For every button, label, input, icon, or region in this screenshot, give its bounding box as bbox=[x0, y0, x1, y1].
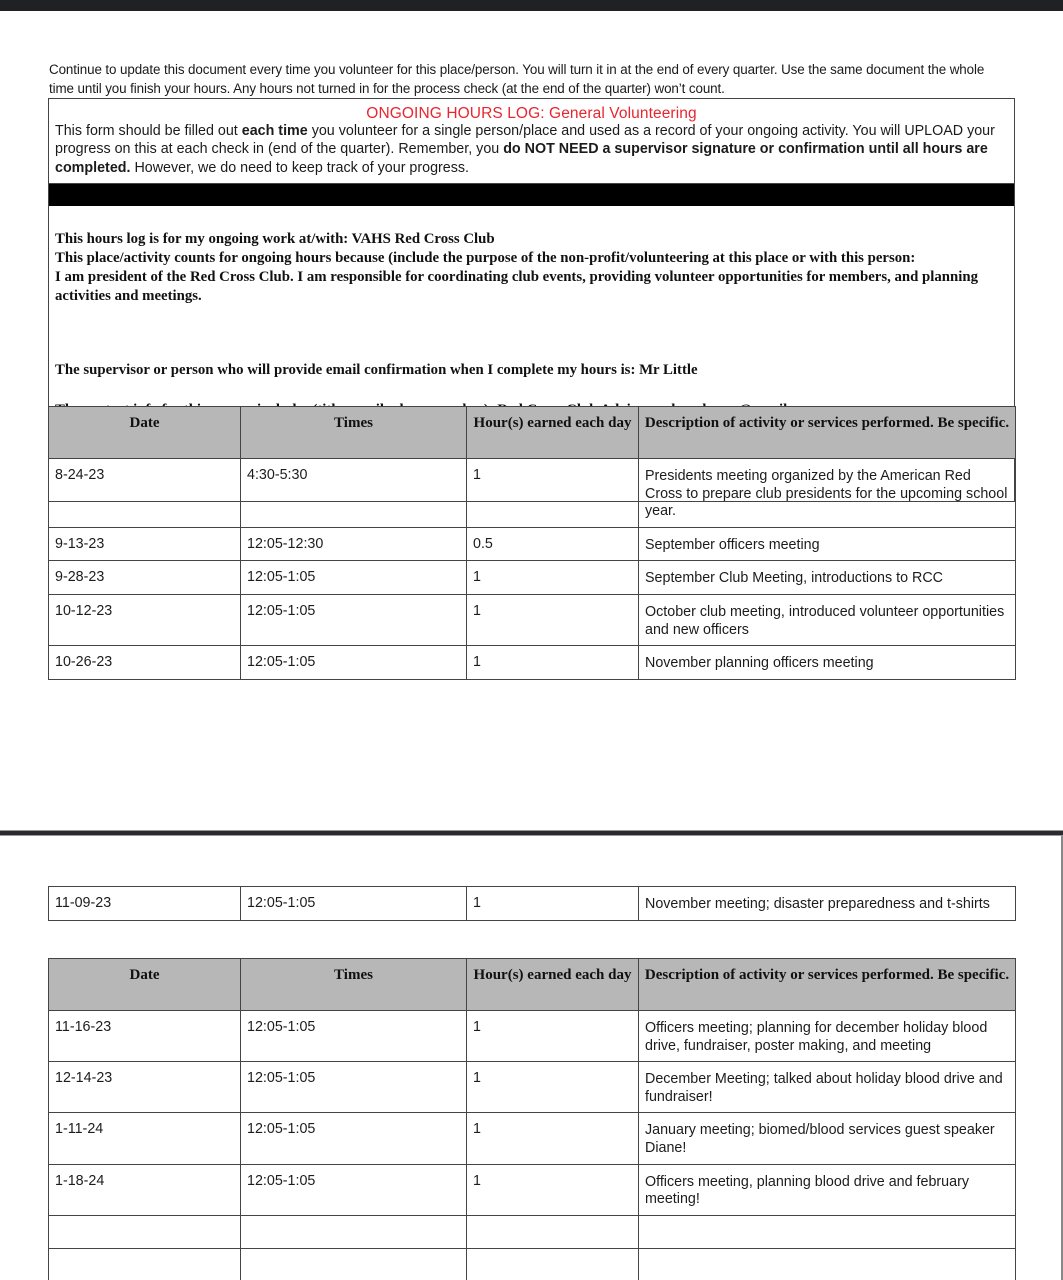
header-description: Description of activity or services performed. Be specific. bbox=[639, 407, 1016, 459]
cell-times[interactable]: 12:05-1:05 bbox=[241, 594, 467, 645]
cell-description[interactable]: October club meeting, introduced volunteer opportunities and new officers bbox=[639, 594, 1016, 645]
cell-hours[interactable] bbox=[467, 1215, 639, 1248]
cell-description[interactable] bbox=[639, 1248, 1016, 1280]
form-desc-text-3: However, we do need to keep track of your progress. bbox=[130, 159, 470, 176]
cell-times[interactable] bbox=[241, 1248, 467, 1280]
cell-hours[interactable]: 1 bbox=[467, 594, 639, 645]
document-page-1 bbox=[0, 11, 1063, 831]
cell-date[interactable]: 12-14-23 bbox=[49, 1062, 241, 1113]
cell-hours[interactable]: 0.5 bbox=[467, 527, 639, 561]
cell-hours[interactable]: 1 bbox=[467, 887, 639, 921]
cell-description[interactable] bbox=[639, 1215, 1016, 1248]
header-description: Description of activity or services performed. Be specific. bbox=[639, 959, 1016, 1011]
hours-table-page-2 bbox=[48, 958, 1016, 1280]
table-row bbox=[49, 1062, 1016, 1113]
table-row bbox=[49, 1164, 1016, 1215]
cell-hours[interactable]: 1 bbox=[467, 1062, 639, 1113]
table-row bbox=[49, 459, 1016, 528]
table-row bbox=[49, 527, 1016, 561]
table-row bbox=[49, 1113, 1016, 1164]
header-date: Date bbox=[49, 407, 241, 459]
intro-instructions: Continue to update this document every time you volunteer for this place/person. You will turn it in at the end of every quarter. Use the same document the whole time until you finish your hours. Any hours not turned in for the process check (at the end of the quarter) won’t count. bbox=[49, 62, 985, 96]
cell-hours[interactable]: 1 bbox=[467, 646, 639, 680]
hours-table-continued bbox=[48, 886, 1016, 921]
header-hours: Hour(s) earned each day bbox=[467, 407, 639, 459]
purpose-answer: I am president of the Red Cross Club. I am responsible for coordinating club events, providing volunteer opportunities for members, and planning activities and meetings. bbox=[55, 268, 978, 304]
cell-description[interactable]: January meeting; biomed/blood services guest speaker Diane! bbox=[639, 1113, 1016, 1164]
document-page-2 bbox=[0, 836, 1063, 1280]
table-row bbox=[49, 561, 1016, 595]
cell-date[interactable]: 1-18-24 bbox=[49, 1164, 241, 1215]
header-times: Times bbox=[241, 959, 467, 1011]
cell-date[interactable]: 1-11-24 bbox=[49, 1113, 241, 1164]
cell-hours[interactable]: 1 bbox=[467, 561, 639, 595]
cell-description[interactable]: December Meeting; talked about holiday blood drive and fundraiser! bbox=[639, 1062, 1016, 1113]
table-header-row bbox=[49, 959, 1016, 1011]
form-description bbox=[55, 122, 1008, 177]
cell-date[interactable] bbox=[49, 1248, 241, 1280]
purpose-prompt: This place/activity counts for ongoing hours because (include the purpose of the non-profit/volunteering at this place or with this person: bbox=[55, 249, 916, 266]
cell-date[interactable]: 9-13-23 bbox=[49, 527, 241, 561]
table-row bbox=[49, 594, 1016, 645]
table-row bbox=[49, 646, 1016, 680]
cell-date[interactable]: 9-28-23 bbox=[49, 561, 241, 595]
cell-description[interactable]: Officers meeting, planning blood drive and february meeting! bbox=[639, 1164, 1016, 1215]
cell-date[interactable]: 8-24-23 bbox=[49, 459, 241, 528]
cell-times[interactable]: 12:05-1:05 bbox=[241, 1164, 467, 1215]
header-times: Times bbox=[241, 407, 467, 459]
table-row-empty bbox=[49, 1248, 1016, 1280]
cell-date[interactable]: 11-16-23 bbox=[49, 1011, 241, 1062]
cell-times[interactable] bbox=[241, 1215, 467, 1248]
cell-hours[interactable]: 1 bbox=[467, 1011, 639, 1062]
cell-hours[interactable]: 1 bbox=[467, 459, 639, 528]
hours-table-page-1 bbox=[48, 406, 1016, 680]
cell-description[interactable]: November planning officers meeting bbox=[639, 646, 1016, 680]
cell-hours[interactable]: 1 bbox=[467, 1113, 639, 1164]
cell-date[interactable]: 10-12-23 bbox=[49, 594, 241, 645]
cell-description[interactable]: Presidents meeting organized by the American Red Cross to prepare club presidents for the upcoming school year. bbox=[639, 459, 1016, 528]
cell-date[interactable]: 11-09-23 bbox=[49, 887, 241, 921]
cell-times[interactable]: 12:05-1:05 bbox=[241, 561, 467, 595]
cell-times[interactable]: 12:05-12:30 bbox=[241, 527, 467, 561]
cell-description[interactable]: September Club Meeting, introductions to RCC bbox=[639, 561, 1016, 595]
supervisor-line: The supervisor or person who will provide email confirmation when I complete my hours is: Mr Little bbox=[55, 361, 698, 378]
cell-hours[interactable]: 1 bbox=[467, 1164, 639, 1215]
header-date: Date bbox=[49, 959, 241, 1011]
header-hours: Hour(s) earned each day bbox=[467, 959, 639, 1011]
work-at-line: This hours log is for my ongoing work at/with: VAHS Red Cross Club bbox=[55, 230, 495, 247]
cell-times[interactable]: 12:05-1:05 bbox=[241, 1011, 467, 1062]
cell-description[interactable]: September officers meeting bbox=[639, 527, 1016, 561]
table-row bbox=[49, 887, 1016, 921]
cell-times[interactable]: 12:05-1:05 bbox=[241, 1113, 467, 1164]
cell-times[interactable]: 12:05-1:05 bbox=[241, 646, 467, 680]
black-divider-bar bbox=[49, 184, 1014, 206]
viewer-top-bar bbox=[0, 0, 1063, 11]
form-desc-bold-1: each time bbox=[241, 123, 308, 139]
form-title: ONGOING HOURS LOG: General Volunteering bbox=[366, 105, 697, 122]
cell-times[interactable]: 4:30-5:30 bbox=[241, 459, 467, 528]
table-row-empty bbox=[49, 1215, 1016, 1248]
form-desc-text-1: This form should be filled out bbox=[55, 123, 242, 139]
form-desc-bold-2: do NOT NEED a supervisor signature or confirmation until all hours are completed. bbox=[55, 141, 988, 176]
cell-description[interactable]: November meeting; disaster preparedness and t-shirts bbox=[639, 887, 1016, 921]
cell-hours[interactable] bbox=[467, 1248, 639, 1280]
cell-times[interactable]: 12:05-1:05 bbox=[241, 887, 467, 921]
cell-times[interactable]: 12:05-1:05 bbox=[241, 1062, 467, 1113]
table-row bbox=[49, 1011, 1016, 1062]
form-desc-text-2: you volunteer for a single person/place and used as a record of your ongoing activity. You will UPLOAD your progress on this at each check in (end of the quarter). Remember, you bbox=[55, 123, 995, 158]
table-header-row bbox=[49, 407, 1016, 459]
form-header bbox=[49, 99, 1014, 184]
cell-date[interactable] bbox=[49, 1215, 241, 1248]
cell-date[interactable]: 10-26-23 bbox=[49, 646, 241, 680]
cell-description[interactable]: Officers meeting; planning for december holiday blood drive, fundraiser, poster making, and meeting bbox=[639, 1011, 1016, 1062]
